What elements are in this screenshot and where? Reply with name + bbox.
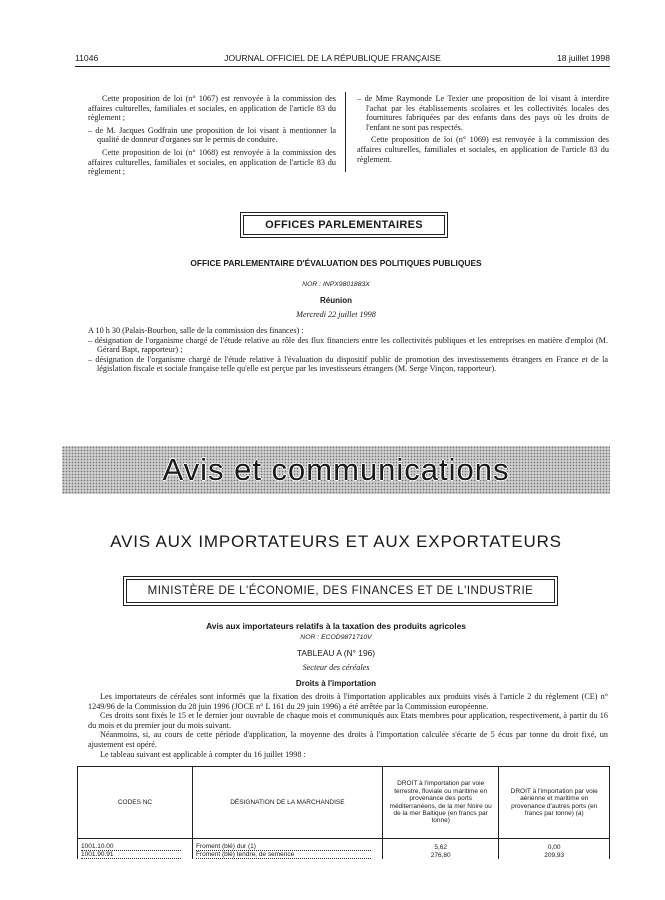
subtitle: Droits à l'importation: [295, 679, 377, 688]
offices-title: OFFICES PARLEMENTAIRES: [265, 219, 423, 231]
journal-title: JOURNAL OFFICIEL DE LA RÉPUBLIQUE FRANÇAISE: [224, 53, 441, 63]
paragraph: Néanmoins, si, au cours de cette période d'application, la moyenne des droits à l'importation calculée s'écarte de 5 écus par tonne du droit fixé, un ajustement est opéré.: [88, 730, 608, 749]
agenda: [88, 326, 608, 374]
sector-label: Secteur des céréales: [302, 663, 370, 672]
issue-date: 18 juillet 1998: [556, 53, 610, 63]
paragraph: – de M. Jacques Godfrain une proposition de loi visant à mentionner la qualité de donneur d'organes sur le permis de conduire.: [88, 125, 336, 145]
column-divider: [345, 92, 346, 172]
paragraph: Ces droits sont fixés le 15 et le dernier jour ouvrable de chaque mois et communiqués aux Etats membres pour application, respectivement, à partir du 16 du mois et du premier jour du mois suivant.: [88, 711, 608, 730]
notice-title: Avis aux importateurs relatifs à la taxation des produits agricoles: [206, 621, 466, 631]
cell-designation: Froment (blé) tendre, de semence: [196, 851, 371, 859]
paragraph: Cette proposition de loi (n° 1067) est renvoyée à la commission des affaires culturelles, familiales et sociales, en application de l'article 83 du règlement ;: [88, 94, 336, 123]
cell-code: 1001.10.00: [81, 843, 181, 851]
section-title: AVIS AUX IMPORTATEURS ET AUX EXPORTATEURS: [110, 532, 562, 551]
cell-designation: Froment (blé) dur (1): [196, 843, 371, 851]
table-row: [78, 839, 610, 852]
header-rule: [75, 66, 610, 67]
notice-nor: NOR : ECOD9871710V: [300, 634, 372, 641]
table-row: [78, 851, 610, 859]
cell-code: 1001.90.91: [81, 851, 181, 859]
office-nor: NOR : INPX9801883X: [302, 281, 370, 288]
section-banner: [62, 446, 610, 494]
paragraph: Cette proposition de loi (n° 1068) est renvoyée à la commission des affaires culturelles, familiales et sociales, en application de l'article 83 du règlement ;: [88, 147, 336, 177]
paragraph: Le tableau suivant est applicable à compter du 16 juillet 1998 :: [100, 749, 306, 759]
tableau-label: TABLEAU A (N° 196): [296, 648, 376, 658]
paragraph: – de Mme Raymonde Le Texier une proposition de loi visant à interdire l'achat par les établissements scolaires et les collectivités locales des fournitures fabriquées par des enfants dans des pays où les droits de l'enfant ne sont pas respectés.: [357, 94, 609, 132]
header-droit-aerien: DROIT à l'importation par voie aérienne et maritime en provenance d'autres ports (en francs par tonne) (a): [499, 767, 610, 839]
office-title: OFFICE PARLEMENTAIRE D'ÉVALUATION DES POLITIQUES PUBLIQUES: [190, 258, 482, 268]
header-droit-terrestre: DROIT à l'importation par voie terrestre, fluviale ou maritime en provenance des ports méditerranéens, de la mer Noire ou de la mer Baltique (en francs par tonne): [382, 767, 499, 839]
ministry-box: [123, 576, 558, 606]
cell-droit1: 5,62: [382, 839, 499, 852]
table-header-row: [78, 767, 610, 839]
paragraph: Les importateurs de céréales sont informés que la fixation des droits à l'importation applicables aux produits visés à l'article 2 du règlement (CE) n° 1249/96 de la Commission du 28 juin 1996 (JOCE n° L 161 du 29 juin 1996) a été arrêtée par la Commission européenne.: [88, 692, 608, 711]
cell-droit2: 0,00: [499, 839, 610, 852]
agenda-item: – désignation de l'organisme chargé de l'étude relative à l'évaluation du dispositif public de promotion des investissements étrangers en France et de la législation fiscale et sociale française telle qu'elle est perçue par les investisseurs étrangers (M. Serge Vinçon, rapporteur).: [88, 354, 608, 374]
meeting-date: Mercredi 22 juillet 1998: [296, 310, 376, 319]
header-designation: DÉSIGNATION DE LA MARCHANDISE: [192, 767, 382, 839]
offices-box: [240, 212, 448, 238]
cell-droit1: 276,80: [382, 851, 499, 859]
notice-body: [88, 692, 608, 759]
ministry-name: MINISTÈRE DE L'ÉCONOMIE, DES FINANCES ET DE L'INDUSTRIE: [147, 585, 534, 597]
meeting-title: Réunion: [320, 296, 352, 305]
cell-droit2: 209,93: [499, 851, 610, 859]
header-codes: CODES NC: [78, 767, 193, 839]
top-left-column: [88, 94, 336, 180]
agenda-item: – désignation de l'organisme chargé de l'étude relative au rôle des flux financiers entre les collectivités publiques et les entreprises en matière d'emploi (M. Gérard Bapt, rapporteur) ;: [88, 335, 608, 355]
top-right-column: [357, 94, 609, 167]
banner-title: Avis et communications: [162, 452, 510, 487]
import-duty-table: [77, 766, 610, 859]
page-number: 11046: [75, 53, 99, 63]
paragraph: Cette proposition de loi (n° 1069) est renvoyée à la commission des affaires culturelles, familiales et sociales, en application de l'article 83 du règlement.: [357, 135, 609, 164]
agenda-intro: A 10 h 30 (Palais-Bourbon, salle de la commission des finances) :: [88, 326, 304, 335]
